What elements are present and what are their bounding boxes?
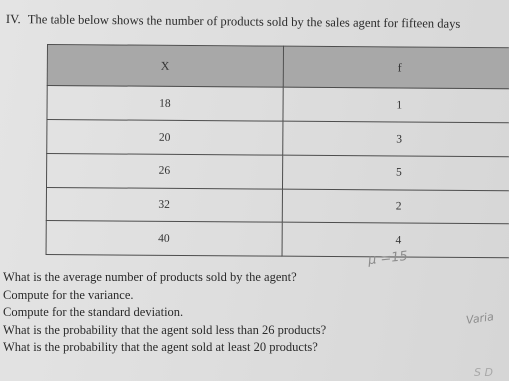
- handwritten-mu-note: μ =15: [367, 248, 409, 269]
- table-row: [46, 187, 509, 224]
- problem-statement: The table below shows the number of products sold by the sales agent for fifteen days: [27, 12, 461, 31]
- table-row: [47, 153, 509, 190]
- question-list: [3, 269, 326, 357]
- table-row: [47, 86, 509, 123]
- x-cell: 26: [47, 153, 283, 188]
- table-row: [46, 221, 509, 258]
- question-item: What is the probability that the agent sold at least 20 products?: [3, 340, 318, 355]
- x-cell: 18: [47, 86, 283, 121]
- handwritten-bottom-note: S D: [474, 366, 493, 379]
- question-item: What is the average number of products sold by the agent?: [3, 270, 297, 284]
- column-header-f: f: [283, 46, 509, 89]
- question-item: Compute for the standard deviation.: [3, 305, 184, 320]
- f-cell: 1: [282, 88, 509, 123]
- frequency-table: [46, 44, 509, 258]
- question-item: Compute for the variance.: [3, 287, 134, 302]
- x-cell: 32: [46, 187, 282, 222]
- x-cell: 40: [46, 221, 282, 256]
- x-cell: 20: [47, 120, 283, 155]
- f-cell: 5: [282, 155, 509, 190]
- f-cell: 4: [282, 222, 509, 257]
- table-header-row: [47, 45, 509, 90]
- question-item: What is the probability that the agent sold less than 26 products?: [3, 322, 327, 337]
- handwritten-side-note: Varia: [465, 310, 495, 327]
- problem-heading: [6, 12, 461, 32]
- column-header-x: X: [47, 45, 283, 88]
- f-cell: 3: [282, 121, 509, 156]
- f-cell: 2: [282, 189, 509, 224]
- table-row: [47, 120, 509, 157]
- problem-number: IV.: [5, 12, 21, 27]
